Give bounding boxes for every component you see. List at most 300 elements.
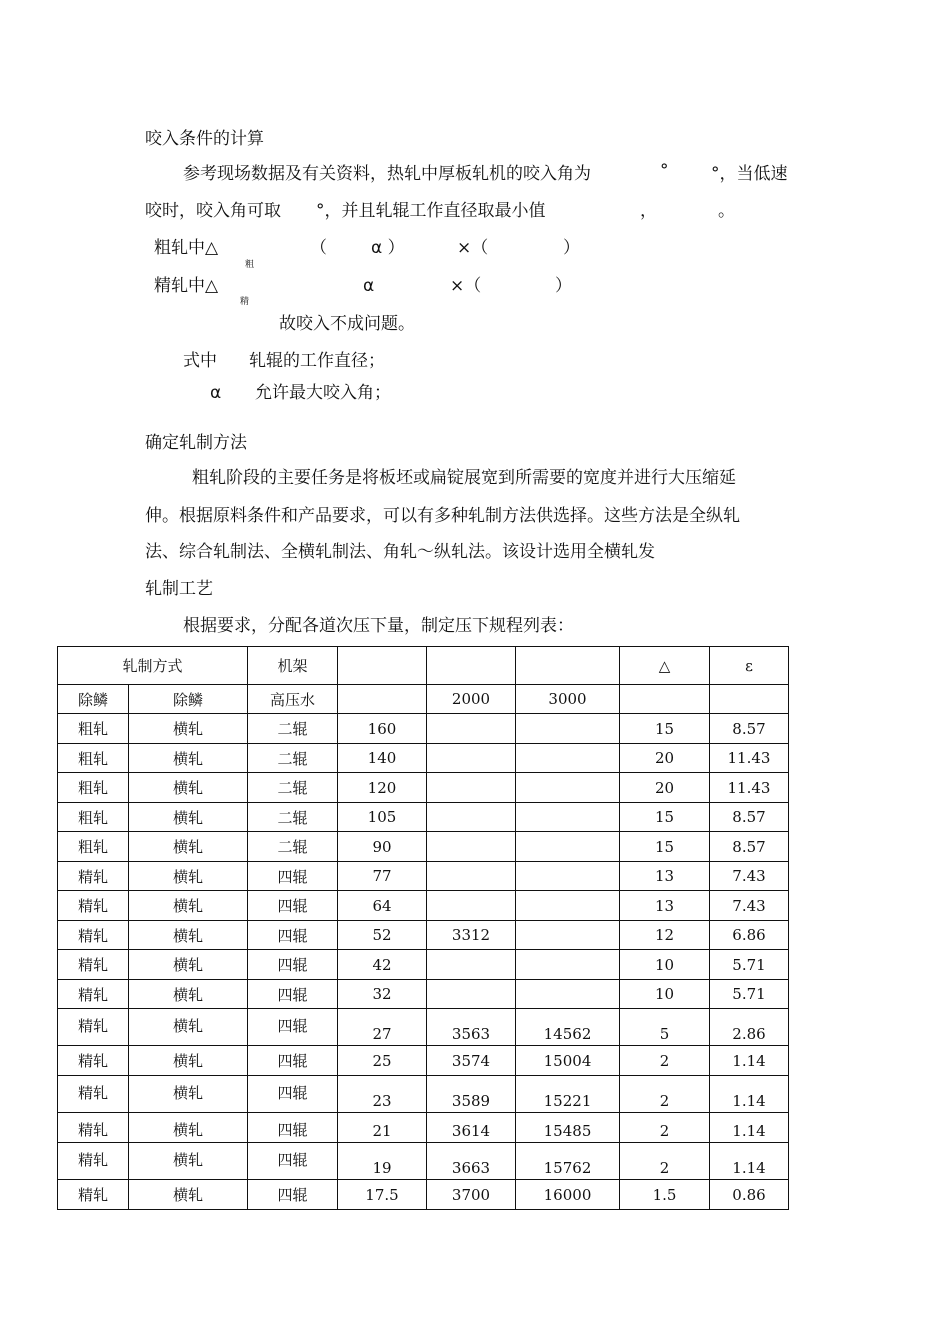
- descaling-cell: 除鳞: [129, 685, 248, 714]
- method-cell-text: 横轧: [172, 720, 203, 738]
- stand-cell: [248, 862, 338, 891]
- stand-cell-text: 四辊: [277, 867, 308, 886]
- force-cell: [427, 803, 516, 832]
- degree-mark-low-speed: °，当低速: [711, 164, 788, 184]
- table-row: [58, 921, 789, 950]
- table-row: [58, 980, 789, 1009]
- thickness-cell-text: 21: [372, 1122, 392, 1140]
- rough-paren-close: ）: [563, 238, 580, 258]
- moment-cell-text: 15004: [543, 1051, 592, 1070]
- moment-cell: [516, 891, 620, 921]
- reduction-cell-text: 15: [654, 808, 675, 826]
- stage-cell-text: 精轧: [77, 956, 108, 974]
- moment-cell: [516, 1009, 620, 1046]
- force-cell-text: 3563: [451, 1025, 491, 1043]
- table-row: [58, 862, 789, 891]
- method-cell: [129, 744, 248, 773]
- stand-cell: [248, 1113, 338, 1143]
- method-cell-text: 横轧: [172, 1186, 203, 1204]
- stand-cell-text: 四辊: [277, 1052, 308, 1070]
- strain-cell: [710, 1009, 789, 1046]
- force-cell: [427, 773, 516, 803]
- stage-cell: [58, 773, 129, 803]
- stand-cell: [248, 832, 338, 862]
- thickness-cell-text: 64: [372, 896, 392, 915]
- method-cell: [129, 1180, 248, 1210]
- method-cell: [129, 980, 248, 1009]
- force-cell: [427, 1143, 516, 1180]
- stand-cell-text: 二辊: [277, 720, 308, 738]
- force-cell-text: 3589: [451, 1092, 491, 1110]
- stand-cell-text: 二辊: [277, 749, 308, 768]
- table-row: [58, 1180, 789, 1210]
- reduction-cell-text: 10: [654, 985, 675, 1003]
- moment-cell: [516, 1046, 620, 1076]
- stage-cell-text: 精轧: [77, 1017, 108, 1035]
- stage-cell: [58, 862, 129, 891]
- strain-cell-text: 7.43: [732, 896, 766, 915]
- method-cell: [129, 1143, 248, 1180]
- stand-cell-text: 四辊: [277, 897, 308, 915]
- reduction-cell-text: 12: [654, 926, 675, 944]
- force-cell: [427, 862, 516, 891]
- method-cell-text: 横轧: [172, 1151, 203, 1169]
- stage-cell-text: 精轧: [77, 897, 108, 915]
- method-cell: [129, 1009, 248, 1046]
- thickness-cell: [338, 832, 427, 862]
- finish-rolling-formula-label: 精轧中△: [154, 276, 219, 296]
- stage-cell-text: 粗轧: [77, 808, 108, 827]
- method-cell-text: 横轧: [172, 867, 203, 886]
- stage-cell: [58, 921, 129, 950]
- force-cell: [427, 950, 516, 980]
- method-cell-text: 横轧: [172, 985, 203, 1004]
- strain-cell-text: 1.14: [732, 1051, 766, 1070]
- stand-cell-text: 四辊: [277, 1084, 308, 1102]
- force-cell-text: 3312: [451, 926, 491, 944]
- thickness-cell-text: 27: [372, 1025, 392, 1043]
- thickness-cell-text: 52: [372, 926, 392, 944]
- stand-cell-text: 四辊: [277, 956, 308, 974]
- stand-cell-text: 四辊: [277, 1017, 308, 1035]
- header-rolling-mode: 轧制方式: [58, 647, 248, 685]
- reduction-cell: [620, 862, 710, 891]
- table-descaling-row: [58, 685, 789, 714]
- method-cell-text: 横轧: [172, 749, 203, 768]
- method-cell: [129, 832, 248, 862]
- stand-cell-text: 四辊: [277, 1151, 308, 1169]
- reduction-cell: [620, 803, 710, 832]
- stage-cell-text: 精轧: [77, 1151, 108, 1169]
- strain-cell: [710, 832, 789, 862]
- paragraph-bite-angle-part2: 咬时，咬入角可取: [145, 201, 281, 221]
- thickness-cell: [338, 950, 427, 980]
- conclusion-text: 故咬入不成问题。: [279, 314, 415, 334]
- method-cell: [129, 1076, 248, 1113]
- method-cell: [129, 714, 248, 744]
- table-row: [58, 744, 789, 773]
- stand-cell: [248, 1009, 338, 1046]
- section-heading-rolling-method: 确定轧制方法: [145, 433, 247, 453]
- moment-cell-text: 16000: [543, 1185, 592, 1204]
- thickness-cell: [338, 1046, 427, 1076]
- paragraph-bite-angle-part3: °，并且轧辊工作直径取最小值: [316, 201, 546, 221]
- reduction-cell-text: 10: [654, 955, 675, 974]
- header-cell: [427, 647, 516, 685]
- thickness-cell: [338, 1076, 427, 1113]
- method-cell: [129, 921, 248, 950]
- reduction-cell: [620, 1076, 710, 1113]
- strain-cell-text: 5.71: [732, 955, 766, 974]
- stage-cell: [58, 803, 129, 832]
- finish-times-open: ×（: [450, 276, 482, 296]
- moment-cell: [516, 714, 620, 744]
- stand-cell-text: 四辊: [277, 1186, 308, 1204]
- reduction-cell: [620, 773, 710, 803]
- force-cell-text: 3700: [451, 1185, 491, 1204]
- stand-cell: [248, 1046, 338, 1076]
- stand-cell: [248, 891, 338, 921]
- stage-cell: [58, 950, 129, 980]
- moment-cell: [516, 950, 620, 980]
- header-stand: 机架: [248, 647, 338, 685]
- stage-cell: [58, 980, 129, 1009]
- table-row: [58, 714, 789, 744]
- thickness-cell: [338, 803, 427, 832]
- strain-cell-text: 1.14: [732, 1122, 766, 1140]
- stage-cell: [58, 714, 129, 744]
- thickness-cell-text: 120: [367, 778, 397, 797]
- moment-cell: [516, 862, 620, 891]
- moment-cell: [516, 980, 620, 1009]
- stage-cell-text: 精轧: [77, 867, 108, 886]
- method-cell: [129, 803, 248, 832]
- degree-mark: °: [660, 161, 669, 181]
- strain-cell: [710, 1180, 789, 1210]
- stage-cell: [58, 1143, 129, 1180]
- stage-cell: [58, 1113, 129, 1143]
- force-cell: [427, 980, 516, 1009]
- method-cell-text: 横轧: [172, 1052, 203, 1070]
- strain-cell: [710, 1046, 789, 1076]
- where-label: 式中: [183, 351, 217, 371]
- stand-cell-text: 四辊: [277, 985, 308, 1004]
- method-cell-text: 横轧: [172, 779, 203, 797]
- stand-cell: [248, 803, 338, 832]
- thickness-cell: [338, 744, 427, 773]
- stand-cell: [248, 1076, 338, 1113]
- strain-cell: [710, 803, 789, 832]
- thickness-cell-text: 17.5: [365, 1185, 399, 1204]
- moment-cell: [516, 803, 620, 832]
- thickness-cell-text: 25: [372, 1051, 392, 1070]
- strain-cell-text: 8.57: [732, 808, 766, 826]
- reduction-cell-text: 15: [654, 837, 675, 856]
- finish-subscript: 精: [240, 297, 250, 307]
- stage-cell-text: 粗轧: [77, 720, 108, 738]
- method-cell-text: 横轧: [172, 897, 203, 915]
- stage-cell: [58, 1046, 129, 1076]
- stage-cell-text: 精轧: [77, 1186, 108, 1204]
- stand-cell: [248, 744, 338, 773]
- force-cell: [427, 891, 516, 921]
- table-row: [58, 1076, 789, 1113]
- reduction-cell: [620, 1143, 710, 1180]
- stage-cell: [58, 832, 129, 862]
- stand-cell: [248, 1143, 338, 1180]
- stage-cell: [58, 1076, 129, 1113]
- strain-cell: [710, 980, 789, 1009]
- strain-cell-text: 6.86: [732, 926, 766, 944]
- strain-cell: [710, 862, 789, 891]
- strain-cell-text: 5.71: [732, 985, 766, 1003]
- descaling-cell: [710, 685, 789, 714]
- stage-cell: [58, 891, 129, 921]
- table-row: [58, 1046, 789, 1076]
- period: 。: [718, 201, 735, 221]
- moment-cell-text: 15485: [543, 1122, 592, 1140]
- strain-cell: [710, 921, 789, 950]
- paragraph-method-line1: 粗轧阶段的主要任务是将板坯或扁锭展宽到所需要的宽度并进行大压缩延: [192, 468, 736, 488]
- paragraph-bite-angle-part1: 参考现场数据及有关资料，热轧中厚板轧机的咬入角为: [183, 164, 591, 184]
- stand-cell: [248, 773, 338, 803]
- reduction-cell-text: 2: [659, 1122, 670, 1140]
- method-cell: [129, 1113, 248, 1143]
- reduction-cell: [620, 744, 710, 773]
- descaling-cell: [338, 685, 427, 714]
- table-row: [58, 950, 789, 980]
- method-cell-text: 横轧: [172, 838, 203, 856]
- force-cell: [427, 1180, 516, 1210]
- stage-cell-text: 精轧: [77, 1084, 108, 1102]
- table-row: [58, 832, 789, 862]
- thickness-cell-text: 140: [367, 749, 397, 767]
- reduction-cell-text: 1.5: [652, 1185, 677, 1204]
- thickness-cell: [338, 773, 427, 803]
- reduction-cell-text: 13: [654, 896, 675, 915]
- finish-paren-close: ）: [555, 276, 572, 296]
- moment-cell: [516, 1076, 620, 1113]
- reduction-cell: [620, 1009, 710, 1046]
- moment-cell: [516, 1113, 620, 1143]
- where-definition-diameter: 轧辊的工作直径；: [249, 351, 385, 371]
- table-row: [58, 773, 789, 803]
- method-cell: [129, 950, 248, 980]
- strain-cell: [710, 714, 789, 744]
- reduction-cell: [620, 1046, 710, 1076]
- thickness-cell-text: 23: [372, 1092, 392, 1110]
- moment-cell: [516, 832, 620, 862]
- strain-cell-text: 2.86: [732, 1025, 766, 1043]
- strain-cell-text: 0.86: [732, 1185, 766, 1204]
- strain-cell: [710, 773, 789, 803]
- descaling-cell: 2000: [427, 685, 516, 714]
- thickness-cell-text: 32: [372, 985, 392, 1003]
- thickness-cell: [338, 862, 427, 891]
- table-row: [58, 803, 789, 832]
- strain-cell: [710, 1143, 789, 1180]
- header-cell: [338, 647, 427, 685]
- thickness-cell: [338, 921, 427, 950]
- thickness-cell-text: 19: [372, 1159, 392, 1177]
- moment-cell-text: 14562: [543, 1025, 592, 1043]
- strain-cell-text: 1.14: [732, 1159, 766, 1177]
- where-alpha-symbol: α: [210, 383, 222, 403]
- method-cell: [129, 891, 248, 921]
- force-cell: [427, 744, 516, 773]
- thickness-cell: [338, 1143, 427, 1180]
- table-row: [58, 1113, 789, 1143]
- reduction-cell: [620, 980, 710, 1009]
- force-cell-text: 3663: [451, 1159, 491, 1177]
- table-header-row: [58, 647, 789, 685]
- force-cell: [427, 1113, 516, 1143]
- stand-cell: [248, 714, 338, 744]
- header-cell: [516, 647, 620, 685]
- reduction-cell-text: 2: [659, 1051, 670, 1070]
- stage-cell: [58, 744, 129, 773]
- force-cell-text: 3614: [451, 1122, 491, 1140]
- force-cell: [427, 921, 516, 950]
- table-intro-text: 根据要求，分配各道次压下量，制定压下规程列表：: [183, 616, 574, 636]
- table-row: [58, 1009, 789, 1046]
- reduction-cell-text: 20: [654, 749, 675, 767]
- stage-cell: [58, 1180, 129, 1210]
- thickness-cell-text: 105: [367, 808, 397, 826]
- high-pressure-water-cell: 高压水: [248, 685, 338, 714]
- header-reduction: △: [620, 647, 710, 685]
- stage-cell-text: 粗轧: [77, 838, 108, 856]
- reduction-cell: [620, 891, 710, 921]
- stage-cell-text: 精轧: [77, 1052, 108, 1070]
- thickness-cell-text: 160: [367, 719, 397, 738]
- thickness-cell-text: 42: [372, 955, 392, 974]
- stand-cell: [248, 950, 338, 980]
- strain-cell: [710, 1076, 789, 1113]
- rough-alpha-paren: α ）: [371, 238, 405, 258]
- reduction-cell-text: 13: [654, 867, 675, 885]
- force-cell: [427, 832, 516, 862]
- header-strain: ε: [710, 647, 789, 685]
- force-cell: [427, 714, 516, 744]
- strain-cell: [710, 744, 789, 773]
- rough-subscript: 粗: [245, 260, 255, 270]
- thickness-cell: [338, 1113, 427, 1143]
- thickness-cell: [338, 891, 427, 921]
- reduction-cell: [620, 1113, 710, 1143]
- stand-cell-text: 二辊: [277, 779, 308, 797]
- table-row: [58, 891, 789, 921]
- descaling-cell: [620, 685, 710, 714]
- method-cell: [129, 1046, 248, 1076]
- reduction-schedule-table: [57, 646, 789, 1210]
- reduction-cell-text: 15: [654, 719, 675, 738]
- moment-cell: [516, 744, 620, 773]
- moment-cell: [516, 1143, 620, 1180]
- method-cell: [129, 862, 248, 891]
- finish-alpha: α: [363, 276, 375, 296]
- stage-cell-text: 粗轧: [77, 749, 108, 768]
- comma: ，: [640, 201, 657, 221]
- method-cell-text: 横轧: [172, 1084, 203, 1102]
- reduction-cell: [620, 950, 710, 980]
- paragraph-method-line2: 伸。根据原料条件和产品要求，可以有多种轧制方法供选择。这些方法是全纵轧: [145, 506, 740, 526]
- strain-cell: [710, 891, 789, 921]
- moment-cell: [516, 921, 620, 950]
- stand-cell: [248, 1180, 338, 1210]
- rough-times-open: ×（: [457, 238, 489, 258]
- reduction-cell: [620, 714, 710, 744]
- stand-cell-text: 二辊: [277, 838, 308, 856]
- stand-cell: [248, 921, 338, 950]
- where-definition-angle: 允许最大咬入角；: [255, 383, 391, 403]
- method-cell: [129, 773, 248, 803]
- stage-cell: [58, 1009, 129, 1046]
- reduction-cell: [620, 921, 710, 950]
- thickness-cell: [338, 980, 427, 1009]
- method-cell-text: 横轧: [172, 1017, 203, 1035]
- stage-cell-text: 精轧: [77, 926, 108, 945]
- strain-cell-text: 1.14: [732, 1092, 766, 1110]
- thickness-cell-text: 90: [372, 837, 392, 856]
- strain-cell: [710, 950, 789, 980]
- stand-cell-text: 四辊: [277, 1121, 308, 1139]
- reduction-cell-text: 2: [659, 1159, 670, 1177]
- strain-cell: [710, 1113, 789, 1143]
- stand-cell-text: 四辊: [277, 926, 308, 945]
- strain-cell-text: 11.43: [727, 778, 771, 797]
- table-row: [58, 1143, 789, 1180]
- force-cell: [427, 1009, 516, 1046]
- thickness-cell: [338, 714, 427, 744]
- section-heading-rolling-process: 轧制工艺: [145, 579, 213, 599]
- stage-cell-text: 粗轧: [77, 779, 108, 797]
- section-heading-bite-condition: 咬入条件的计算: [145, 129, 264, 149]
- stage-cell-text: 精轧: [77, 1121, 108, 1139]
- stand-cell: [248, 980, 338, 1009]
- reduction-cell-text: 2: [659, 1092, 670, 1110]
- strain-cell-text: 7.43: [732, 867, 766, 885]
- reduction-cell-text: 20: [654, 778, 675, 797]
- moment-cell: [516, 773, 620, 803]
- rough-paren-open: （: [310, 238, 327, 258]
- strain-cell-text: 8.57: [732, 837, 766, 856]
- paragraph-method-line3: 法、综合轧制法、全横轧制法、角轧～纵轧法。该设计选用全横轧发: [145, 542, 655, 562]
- thickness-cell-text: 77: [372, 867, 392, 885]
- stand-cell-text: 二辊: [277, 808, 308, 827]
- force-cell-text: 3574: [451, 1051, 491, 1070]
- moment-cell: [516, 1180, 620, 1210]
- descaling-cell: 除鳞: [58, 685, 129, 714]
- method-cell-text: 横轧: [172, 808, 203, 827]
- method-cell-text: 横轧: [172, 1121, 203, 1139]
- force-cell: [427, 1046, 516, 1076]
- reduction-cell-text: 5: [659, 1025, 670, 1043]
- stage-cell-text: 精轧: [77, 985, 108, 1004]
- thickness-cell: [338, 1009, 427, 1046]
- descaling-cell: 3000: [516, 685, 620, 714]
- strain-cell-text: 8.57: [732, 719, 766, 738]
- strain-cell-text: 11.43: [727, 749, 771, 767]
- reduction-cell: [620, 1180, 710, 1210]
- method-cell-text: 横轧: [172, 956, 203, 974]
- rough-rolling-formula-label: 粗轧中△: [154, 238, 219, 258]
- method-cell-text: 横轧: [172, 926, 203, 945]
- moment-cell-text: 15762: [543, 1159, 592, 1177]
- reduction-cell: [620, 832, 710, 862]
- force-cell: [427, 1076, 516, 1113]
- moment-cell-text: 15221: [543, 1092, 592, 1110]
